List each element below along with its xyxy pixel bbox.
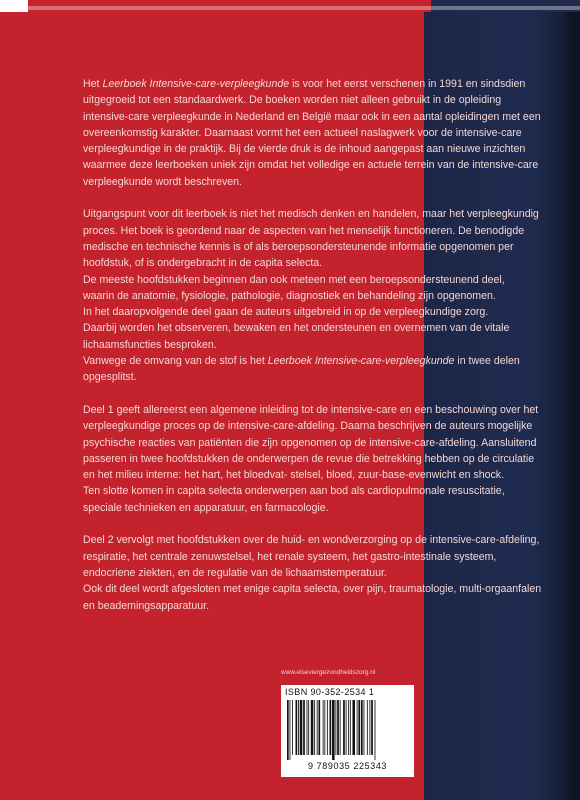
blurb-line: verpleegkundige proces op de intensive-care-afdeling. Daarna beschrijven de auteurs mogelijke (83, 420, 533, 433)
blurb-line: respiratie, het centrale zenuwstelsel, het renale systeem, het gastro-intestinale systeem, (83, 550, 497, 563)
blurb-line: Daarbij worden het observeren, bewaken en het ondersteunen en overnemen van de vitale (83, 322, 510, 335)
barcode-bar (348, 700, 349, 755)
barcode-bar (364, 700, 365, 755)
barcode-bar (337, 700, 339, 755)
barcode-icon (287, 700, 405, 760)
blurb-line: en beademingsapparatuur. (83, 599, 210, 612)
blurb-line: intensive-care verpleegkunde in Nederland en België maar ook in een aantal opleidingen met een (83, 110, 541, 123)
blurb-line: speciale technieken en apparatuur, en farmacologie. (83, 501, 329, 514)
blurb-line: De meeste hoofdstukken beginnen dan ook meteen met een beroepsondersteunend deel, (83, 273, 505, 286)
barcode-label (281, 685, 414, 777)
blurb-line: waarin de anatomie, fysiologie, pathologie, diagnostiek en behandeling zijn opgenomen. (83, 289, 496, 302)
back-cover-edge (28, 6, 580, 10)
barcode-bar (303, 700, 305, 755)
barcode-bar (352, 700, 355, 755)
barcode-bar (332, 700, 335, 760)
blurb-line: endocriene ziekten, en de regulatie van de lichaamstemperatuur. (83, 566, 387, 579)
cover-spine-shade (557, 12, 575, 800)
barcode-bar (287, 700, 289, 760)
barcode-bar (375, 700, 376, 760)
blurb-line: opgesplitst. (83, 371, 137, 384)
blurb-paragraph (83, 206, 543, 385)
blurb-line: Ten slotte komen in capita selecta onderwerpen aan bod als cardiopulmonale resuscitatie, (83, 485, 505, 498)
blurb-line: verpleegkundige in de praktijk. Bij de vierde druk is de inhoud aangepast aan nieuwe inzichten (83, 143, 526, 156)
blurb-line: hoofdstuk, of is ondergebracht in de capita selecta. (83, 257, 323, 270)
barcode-bar (298, 700, 299, 755)
barcode-bar (292, 700, 293, 755)
publisher-url[interactable]: www.elseviergezondheidszorg.nl (281, 669, 376, 676)
barcode-bar (330, 700, 332, 755)
barcode-bar (308, 700, 309, 755)
barcode-bar (317, 700, 318, 755)
cover-right-edge (574, 12, 580, 800)
blurb-line: Uitgangspunt voor dit leerboek is niet het medisch denken en handelen, maar het verpleegkundig (83, 208, 539, 221)
book-title-italic: Leerboek Intensive-care-verpleegkunde (267, 355, 455, 368)
blurb-paragraph (83, 532, 543, 613)
barcode-bar (300, 700, 303, 755)
blurb-paragraph (83, 402, 543, 516)
barcode-bar (350, 700, 351, 755)
blurb-line: Het Leerboek Intensive-care-verpleegkunde is voor het eerst verschenen in 1991 en sindsdien (83, 78, 526, 90)
blurb-line: proces. Het boek is geordend naar de aspecten van het menselijk functioneren. De benodigde (83, 224, 525, 237)
blurb-text (83, 76, 543, 630)
barcode-bar (343, 700, 345, 755)
barcode-bar (361, 700, 363, 755)
barcode-bar (318, 700, 320, 755)
barcode-bar (296, 700, 298, 755)
barcode-bar (324, 700, 325, 755)
blurb-line: Deel 1 geeft allereerst een algemene inleiding tot de intensive-care en een beschouwing over het (83, 403, 539, 416)
barcode-bar (358, 700, 360, 755)
barcode-bar (346, 700, 347, 755)
blurb-line: medische en technische kennis is of als beroepsondersteunende informatie opgenomen per (83, 240, 514, 253)
blurb-line: Deel 2 vervolgt met hoofdstukken over de huid- en wondverzorging op de intensive-care-afdeling, (83, 534, 540, 547)
blurb-line: Vanwege de omvang van de stof is het Leerboek Intensive-care-verpleegkunde in twee delen (83, 355, 520, 368)
barcode-bar (314, 700, 315, 755)
barcode-bar (367, 700, 368, 755)
barcode-bar (357, 700, 358, 755)
blurb-paragraph (83, 76, 543, 190)
barcode-bar (340, 700, 341, 755)
barcode-bar (311, 700, 314, 755)
barcode-bar (323, 700, 324, 755)
blurb-line: uitgegroeid tot een standaardwerk. De boeken worden niet alleen gebruikt in de opleiding (83, 94, 502, 107)
barcode-bar (327, 700, 328, 755)
blurb-line: overeenkomstig karakter. Daarnaast vormt het een actueel naslagwerk voor de intensive-care (83, 126, 522, 139)
barcode-bar (371, 700, 373, 755)
barcode-bar (335, 700, 336, 755)
isbn-number: ISBN 90-352-2534 1 (285, 687, 375, 697)
barcode-bar (307, 700, 308, 755)
blurb-line: en het milieu interne: het hart, het bloedvat- stelsel, bloed, zuur-base-evenwicht en shock. (83, 469, 505, 482)
blurb-line: passeren in twee hoofdstukken de onderwerpen de revue die betrekking hebben op de circulatie (83, 452, 535, 465)
barcode-bar (290, 700, 291, 760)
blurb-line: In het daaropvolgende deel gaan de auteurs uitgebreid in op de verpleegkundige zorg. (83, 306, 489, 319)
blurb-line: waarmee deze leerboeken uniek zijn omdat het volledige en actuele terrein van de intensive-care (83, 159, 539, 172)
blurb-line: verpleegkunde wordt beschreven. (83, 175, 243, 188)
barcode-digits: 9 789035 225343 (307, 761, 388, 771)
blurb-line: Ook dit deel wordt afgesloten met enige capita selecta, over pijn, traumatologie, multi-orgaanfalen (83, 583, 542, 596)
blurb-line: lichaamsfuncties besproken. (83, 338, 217, 351)
blurb-line: psychische reacties van patiënten die zijn opgenomen op de intensive-care-afdeling. Aansluitend (83, 436, 537, 449)
barcode-bar (369, 700, 370, 755)
book-title-italic: Leerboek Intensive-care-verpleegkunde (102, 78, 290, 90)
